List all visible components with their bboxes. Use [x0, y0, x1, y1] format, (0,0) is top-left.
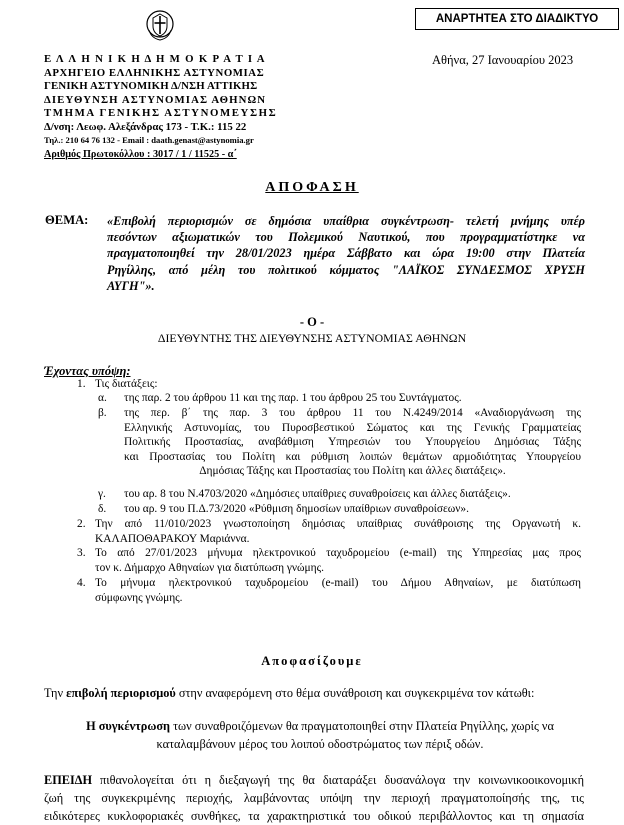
item-number: 4.	[77, 577, 86, 589]
director-heading: ΔΙΕΥΘΥΝΤΗΣ ΤΗΣ ΔΙΕΥΘΥΝΣΗΣ ΑΣΤΥΝΟΜΙΑΣ ΑΘΗΝΩΝ	[157, 331, 467, 345]
header-department: ΤΜΗΜΑ ΓΕΝΙΚΗΣ ΑΣΤΥΝΟΜΕΥΣΗΣ	[44, 107, 278, 119]
issuer-header	[44, 53, 292, 161]
text-span: Την	[44, 686, 67, 700]
subject-line: Ρηγίλλης, από μέλη του πολιτικού κόμματος "ΛΑΪΚΟΣ ΣΥΝΔΕΣΜΟΣ ΧΡΥΣΗ	[107, 262, 585, 277]
place-date: Αθήνα, 27 Ιανουαρίου 2023	[432, 53, 574, 67]
header-protocol-number: Αριθμός Πρωτοκόλλου : 3017 / 1 / 11525 - α΄	[44, 148, 237, 160]
subitem-letter: δ.	[98, 503, 107, 515]
subitem-text: του αρ. 9 του Π.Δ.73/2020 «Ρύθμιση δημοσίων υπαίθριων συναθροίσεων».	[124, 503, 469, 515]
paragraph-because	[44, 771, 584, 825]
text-span-bold: επιβολή περιορισμού	[66, 686, 176, 700]
text-line: ζωή της συγκεκριμένης περιοχής, λαμβάνοντας υπόψη την περιοχή πραγματοποίησής της, τις	[44, 791, 584, 805]
header-address: Δ/νση: Λεωφ. Αλεξάνδρας 173 - Τ.Κ.: 115 22	[44, 120, 247, 133]
posting-stamp: ΑΝΑΡΤΗΤΕΑ ΣΤΟ ΔΙΑΔΙΚΤΥΟ	[415, 8, 619, 30]
subject-line: «Επιβολή περιορισμών σε δημόσια υπαίθρια συγκέντρωση- τελετή μνήμης υπέρ	[107, 214, 585, 228]
text-span-bold: ΕΠΕΙΔΗ	[44, 773, 93, 787]
item-text	[95, 546, 581, 575]
subject-line: πραγματοποιηθεί την 28/01/2023 ημέρα Σάββατο και ώρα 19:00 στην Πλατεία	[107, 246, 585, 261]
greek-emblem-icon	[145, 8, 175, 42]
text-line: Δημόσιας Τάξης και Προστασίας του Πολίτη και άλλες διατάξεις».	[199, 465, 506, 478]
subject-line: πεσόντων αξιωματικών του Πολεμικού Ναυτικού, που προγραμματίστηκε να	[107, 230, 585, 245]
text-line: καταλαμβάνουν μέρος του λοιπού οδοστρώματος των πέριξ οδών.	[156, 737, 484, 751]
text-line: Το μήνυμα ηλεκτρονικού ταχυδρομείου (e-mail) του Δήμου Αθηναίων, με διατύπωση	[95, 577, 581, 589]
item-text: Τις διατάξεις:	[95, 378, 158, 390]
header-directorate: ΔΙΕΥΘΥΝΣΗ ΑΣΤΥΝΟΜΙΑΣ ΑΘΗΝΩΝ	[44, 93, 267, 106]
header-contact: Τηλ.: 210 64 76 132 - Email : daath.genast@astynomia.gr	[44, 135, 254, 145]
item-number: 1.	[77, 378, 86, 390]
item-text	[95, 517, 581, 546]
text-span-bold: Η συγκέντρωση	[86, 719, 171, 733]
decision-heading: Αποφασίζουμε	[261, 654, 363, 668]
text-line: ειδικότερες κυκλοφοριακές συνθήκες, τα χαρακτηριστικά του οδικού περιβάλλοντος και τη σημασία	[44, 809, 584, 823]
subject-text	[107, 213, 585, 294]
text-span: στην αναφερόμενη στο θέμα συνάθροιση και συγκεκριμένα τον κάτωθι:	[175, 686, 535, 700]
header-republic: Ε Λ Λ Η Ν Ι Κ Η Δ Η Μ Ο Κ Ρ Α Τ Ι Α	[44, 53, 266, 65]
having-in-view-heading: Έχοντας υπόψη:	[44, 364, 131, 378]
text-span: πιθανολογείται ότι η διεξαγωγή της θα διαταράξει δυσανάλογα την κοινωνικοοικονομική	[92, 773, 584, 787]
item-number: 2.	[77, 518, 86, 530]
document-title: ΑΠΟΦΑΣΗ	[265, 180, 359, 195]
text-span: των συναθροιζόμενων θα πραγματοποιηθεί στην Πλατεία Ρηγίλλης, χωρίς να	[170, 719, 554, 733]
subitem-text: της παρ. 2 του άρθρου 11 και της παρ. 1 του άρθρου 25 του Συντάγματος.	[124, 392, 462, 404]
header-hq: ΑΡΧΗΓΕΙΟ ΕΛΛΗΝΙΚΗΣ ΑΣΤΥΝΟΜΙΑΣ	[44, 66, 265, 79]
text-line: Πολιτικής Προστασίας, αναβάθμιση Υπηρεσιών του Υπουργείου Δημόσιας Τάξης	[124, 436, 581, 449]
paragraph-restriction	[44, 684, 534, 702]
text-line: της περ. β΄ της παρ. 3 του άρθρου 11 του Ν.4249/2014 «Αναδιοργάνωση της	[124, 407, 581, 419]
subitem-letter: γ.	[98, 488, 106, 500]
subject-line: ΑΥΓΗ"».	[107, 278, 155, 293]
text-line: τον κ. Δήμαρχο Αθηναίων για διατύπωση γνώμης.	[95, 561, 324, 574]
subitem-letter: β.	[98, 407, 107, 419]
item-text	[95, 576, 581, 605]
text-line: Το από 27/01/2023 μήνυμα ηλεκτρονικού ταχυδρομείου (e-mail) της Υπηρεσίας μας προς	[95, 547, 581, 559]
text-line: Την από 11/010/2023 γνωστοποίηση δημόσιας υπαίθριας συνάθροισης της Οργανωτή κ.	[95, 518, 581, 530]
text-line: και Προστασίας του Πολίτη και ρύθμιση λοιπών θεμάτων αρμοδιότητας Υπουργείου	[124, 450, 581, 463]
text-line: Ελληνικής Αστυνομίας, του Πυροσβεστικού Σώματος και της Γενικής Γραμματείας	[124, 421, 581, 434]
subitem-letter: α.	[98, 392, 107, 404]
subitem-text: του αρ. 8 του Ν.4703/2020 «Δημόσιες υπαίθριες συναθροίσεις και άλλες διατάξεις».	[124, 488, 511, 500]
header-general-directorate: ΓΕΝΙΚΗ ΑΣΤΥΝΟΜΙΚΗ Δ/ΝΣΗ ΑΤΤΙΚΗΣ	[44, 80, 258, 92]
subitem-text	[124, 406, 581, 479]
subject-label: ΘΕΜΑ:	[45, 213, 89, 227]
item-number: 3.	[77, 547, 86, 559]
text-line: σύμφωνης γνώμης.	[95, 591, 183, 604]
o-marker: - Ο -	[299, 315, 325, 329]
paragraph-gathering	[60, 717, 580, 753]
text-line: ΚΑΛΑΠΟΘΑΡΑΚΟΥ Μαριάννα.	[95, 532, 250, 545]
